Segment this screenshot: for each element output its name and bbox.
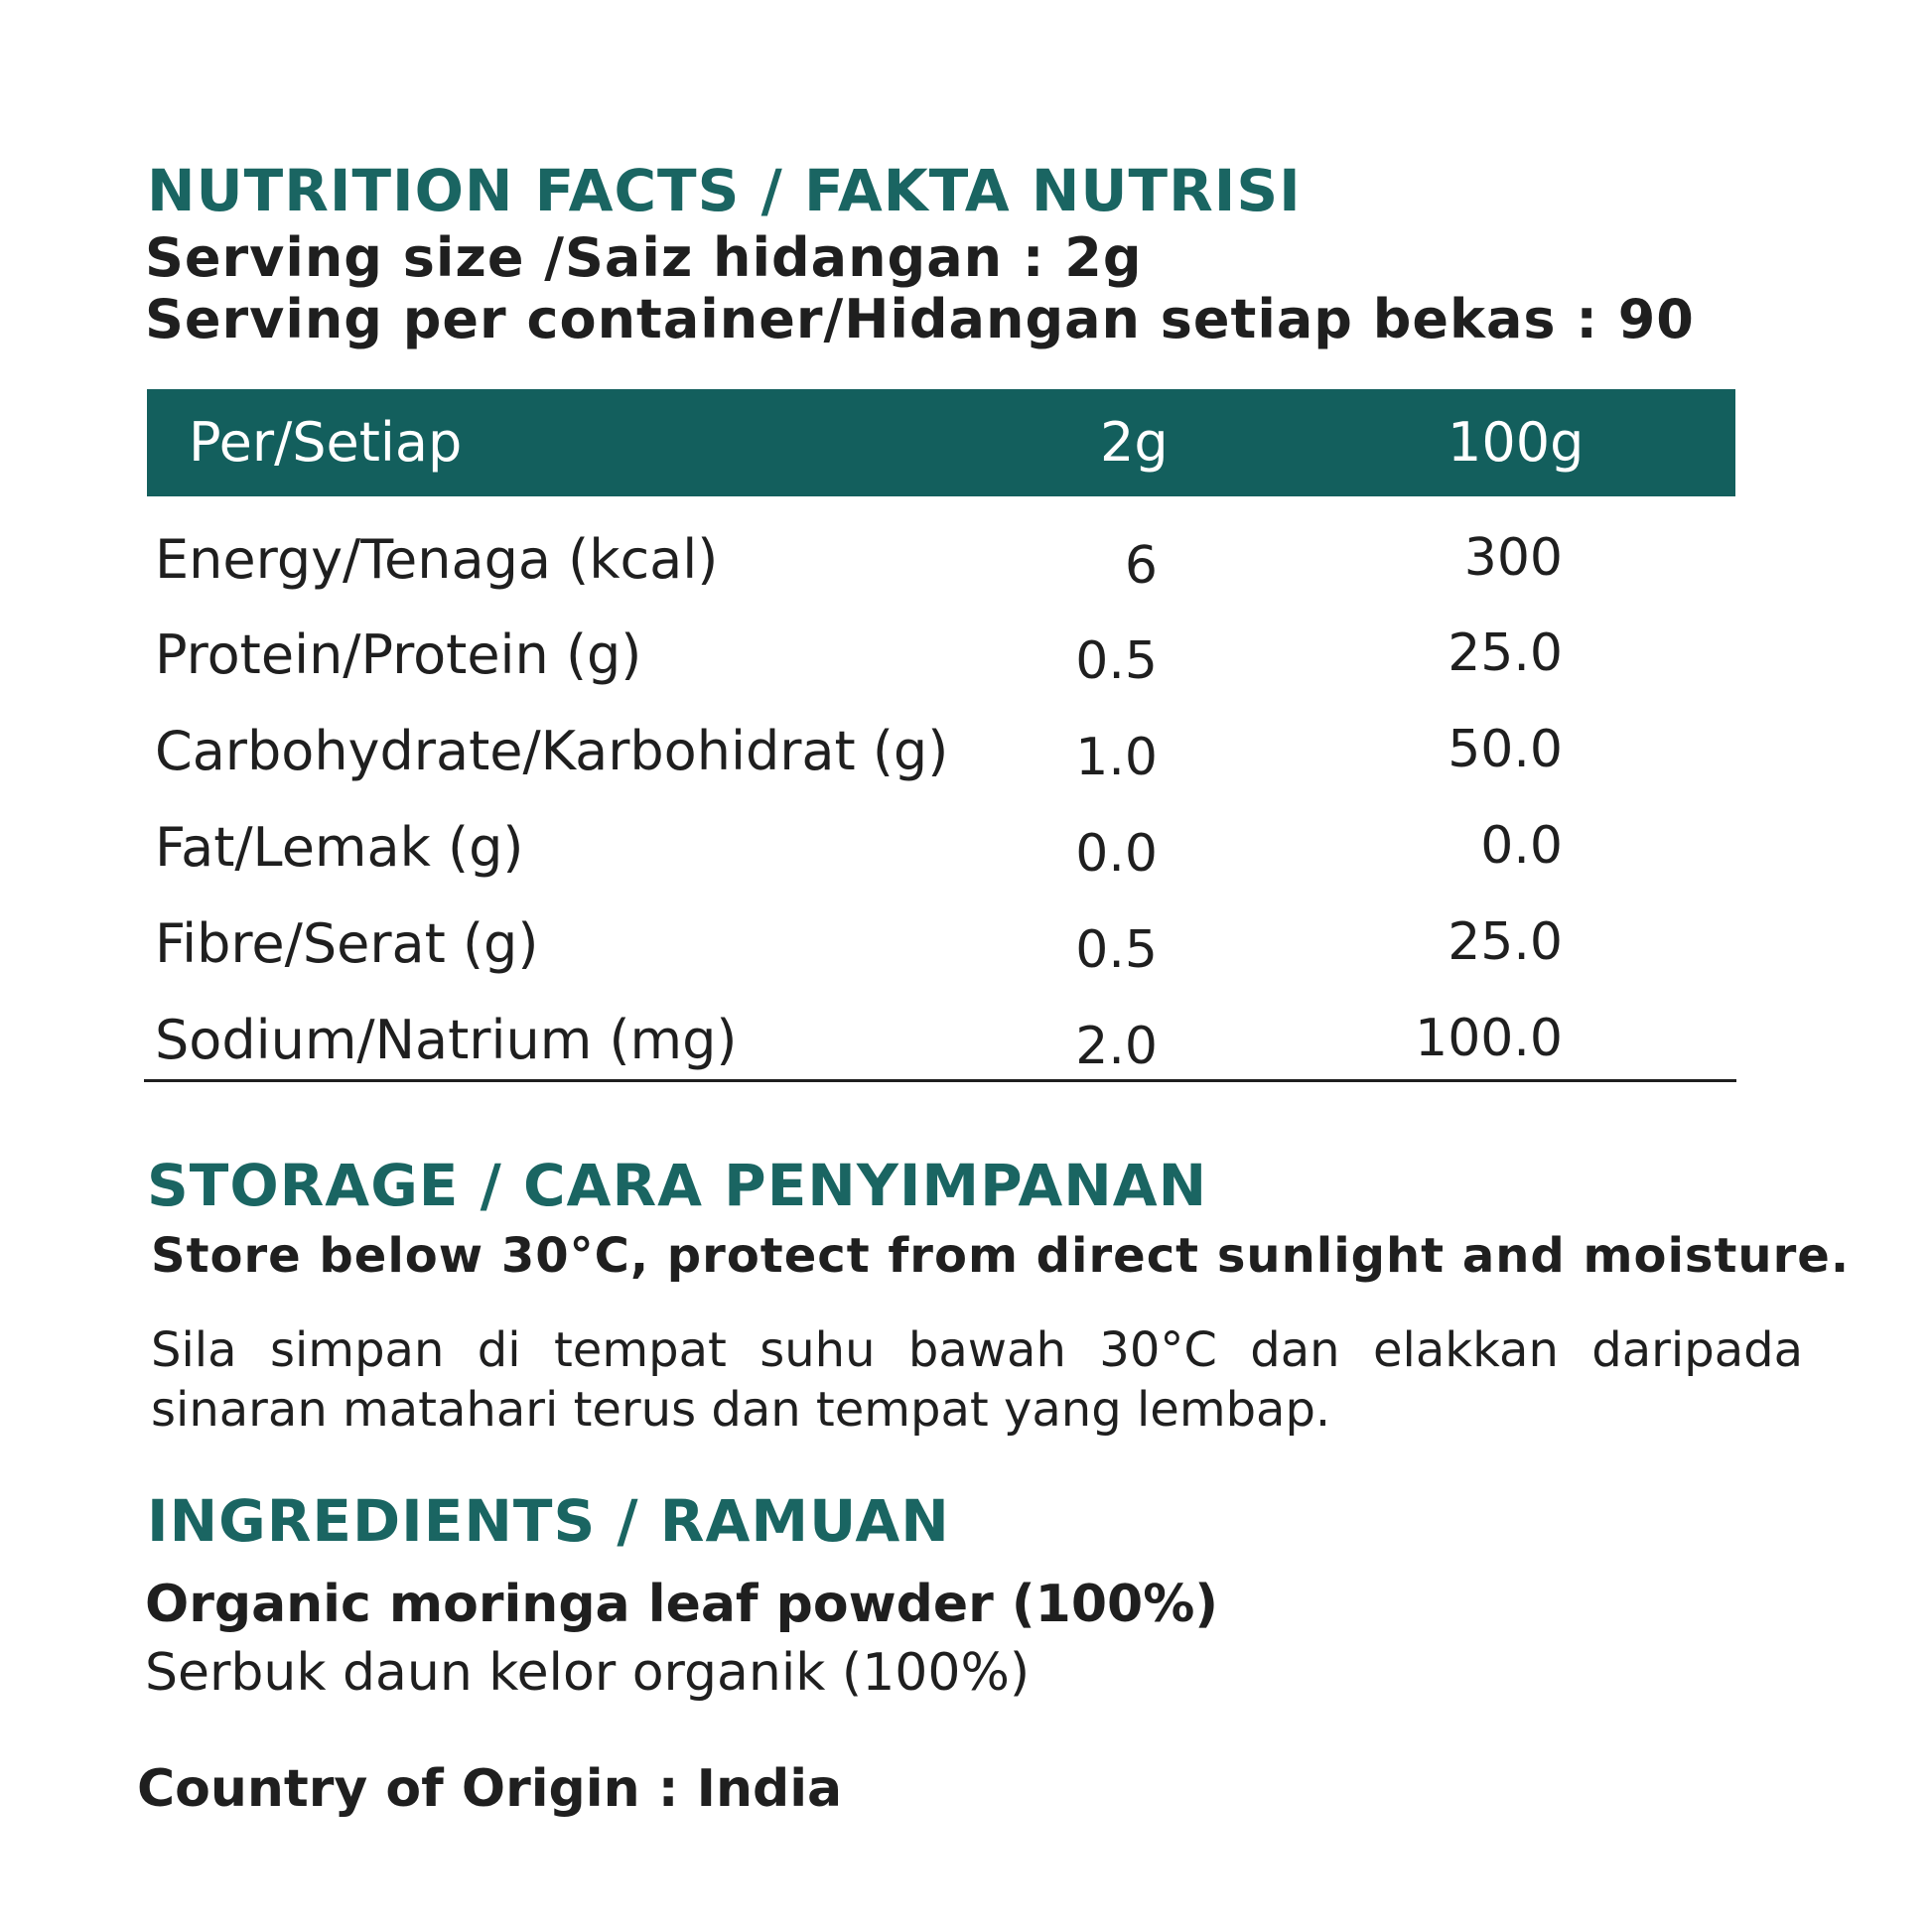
table-row [147, 897, 1735, 992]
row-value-2g: 0.5 [1075, 631, 1158, 691]
table-row [147, 704, 1735, 799]
ingredients-malay: Serbuk daun kelor organik (100%) [145, 1643, 1031, 1703]
table-row [147, 800, 1735, 896]
nutrition-table-header [147, 389, 1735, 496]
row-value-100g: 50.0 [1448, 720, 1563, 779]
table-row [147, 512, 1735, 608]
row-value-2g: 0.0 [1075, 824, 1158, 884]
nutrition-heading: NUTRITION FACTS / FAKTA NUTRISI [147, 157, 1302, 224]
row-value-100g: 100.0 [1415, 1009, 1563, 1068]
row-label: Energy/Tenaga (kcal) [155, 528, 719, 591]
header-per: Per/Setiap [189, 411, 463, 474]
row-label: Fat/Lemak (g) [155, 816, 524, 879]
row-value-100g: 25.0 [1448, 912, 1563, 972]
header-100g: 100g [1448, 411, 1585, 474]
row-label: Protein/Protein (g) [155, 623, 642, 686]
servings-per-container: Serving per container/Hidangan setiap bekas : 90 [145, 288, 1695, 350]
row-value-100g: 300 [1463, 528, 1563, 588]
row-value-2g: 0.5 [1075, 920, 1158, 980]
row-value-2g: 1.0 [1075, 728, 1158, 787]
row-label: Fibre/Serat (g) [155, 912, 539, 975]
storage-text-english: Store below 30°C, protect from direct sunlight and moisture. [151, 1228, 1851, 1284]
row-value-2g: 2.0 [1075, 1017, 1158, 1076]
storage-text-malay: Sila simpan di tempat suhu bawah 30°C dan elakkan daripada sinaran matahari terus dan tempat yang lembap. [151, 1322, 1803, 1438]
row-value-100g: 25.0 [1448, 623, 1563, 683]
ingredients-english: Organic moringa leaf powder (100%) [145, 1575, 1219, 1634]
ingredients-heading: INGREDIENTS / RAMUAN [147, 1487, 950, 1555]
serving-size: Serving size /Saiz hidangan : 2g [145, 226, 1143, 289]
table-row [147, 608, 1735, 703]
row-label: Sodium/Natrium (mg) [155, 1009, 738, 1071]
row-value-2g: 6 [1124, 536, 1158, 596]
header-2g: 2g [1100, 411, 1169, 474]
row-value-100g: 0.0 [1480, 816, 1563, 876]
storage-heading: STORAGE / CARA PENYIMPANAN [147, 1152, 1208, 1219]
row-label: Carbohydrate/Karbohidrat (g) [155, 720, 949, 782]
table-row [147, 993, 1735, 1088]
table-bottom-rule [144, 1079, 1736, 1082]
country-of-origin: Country of Origin : India [137, 1759, 843, 1819]
